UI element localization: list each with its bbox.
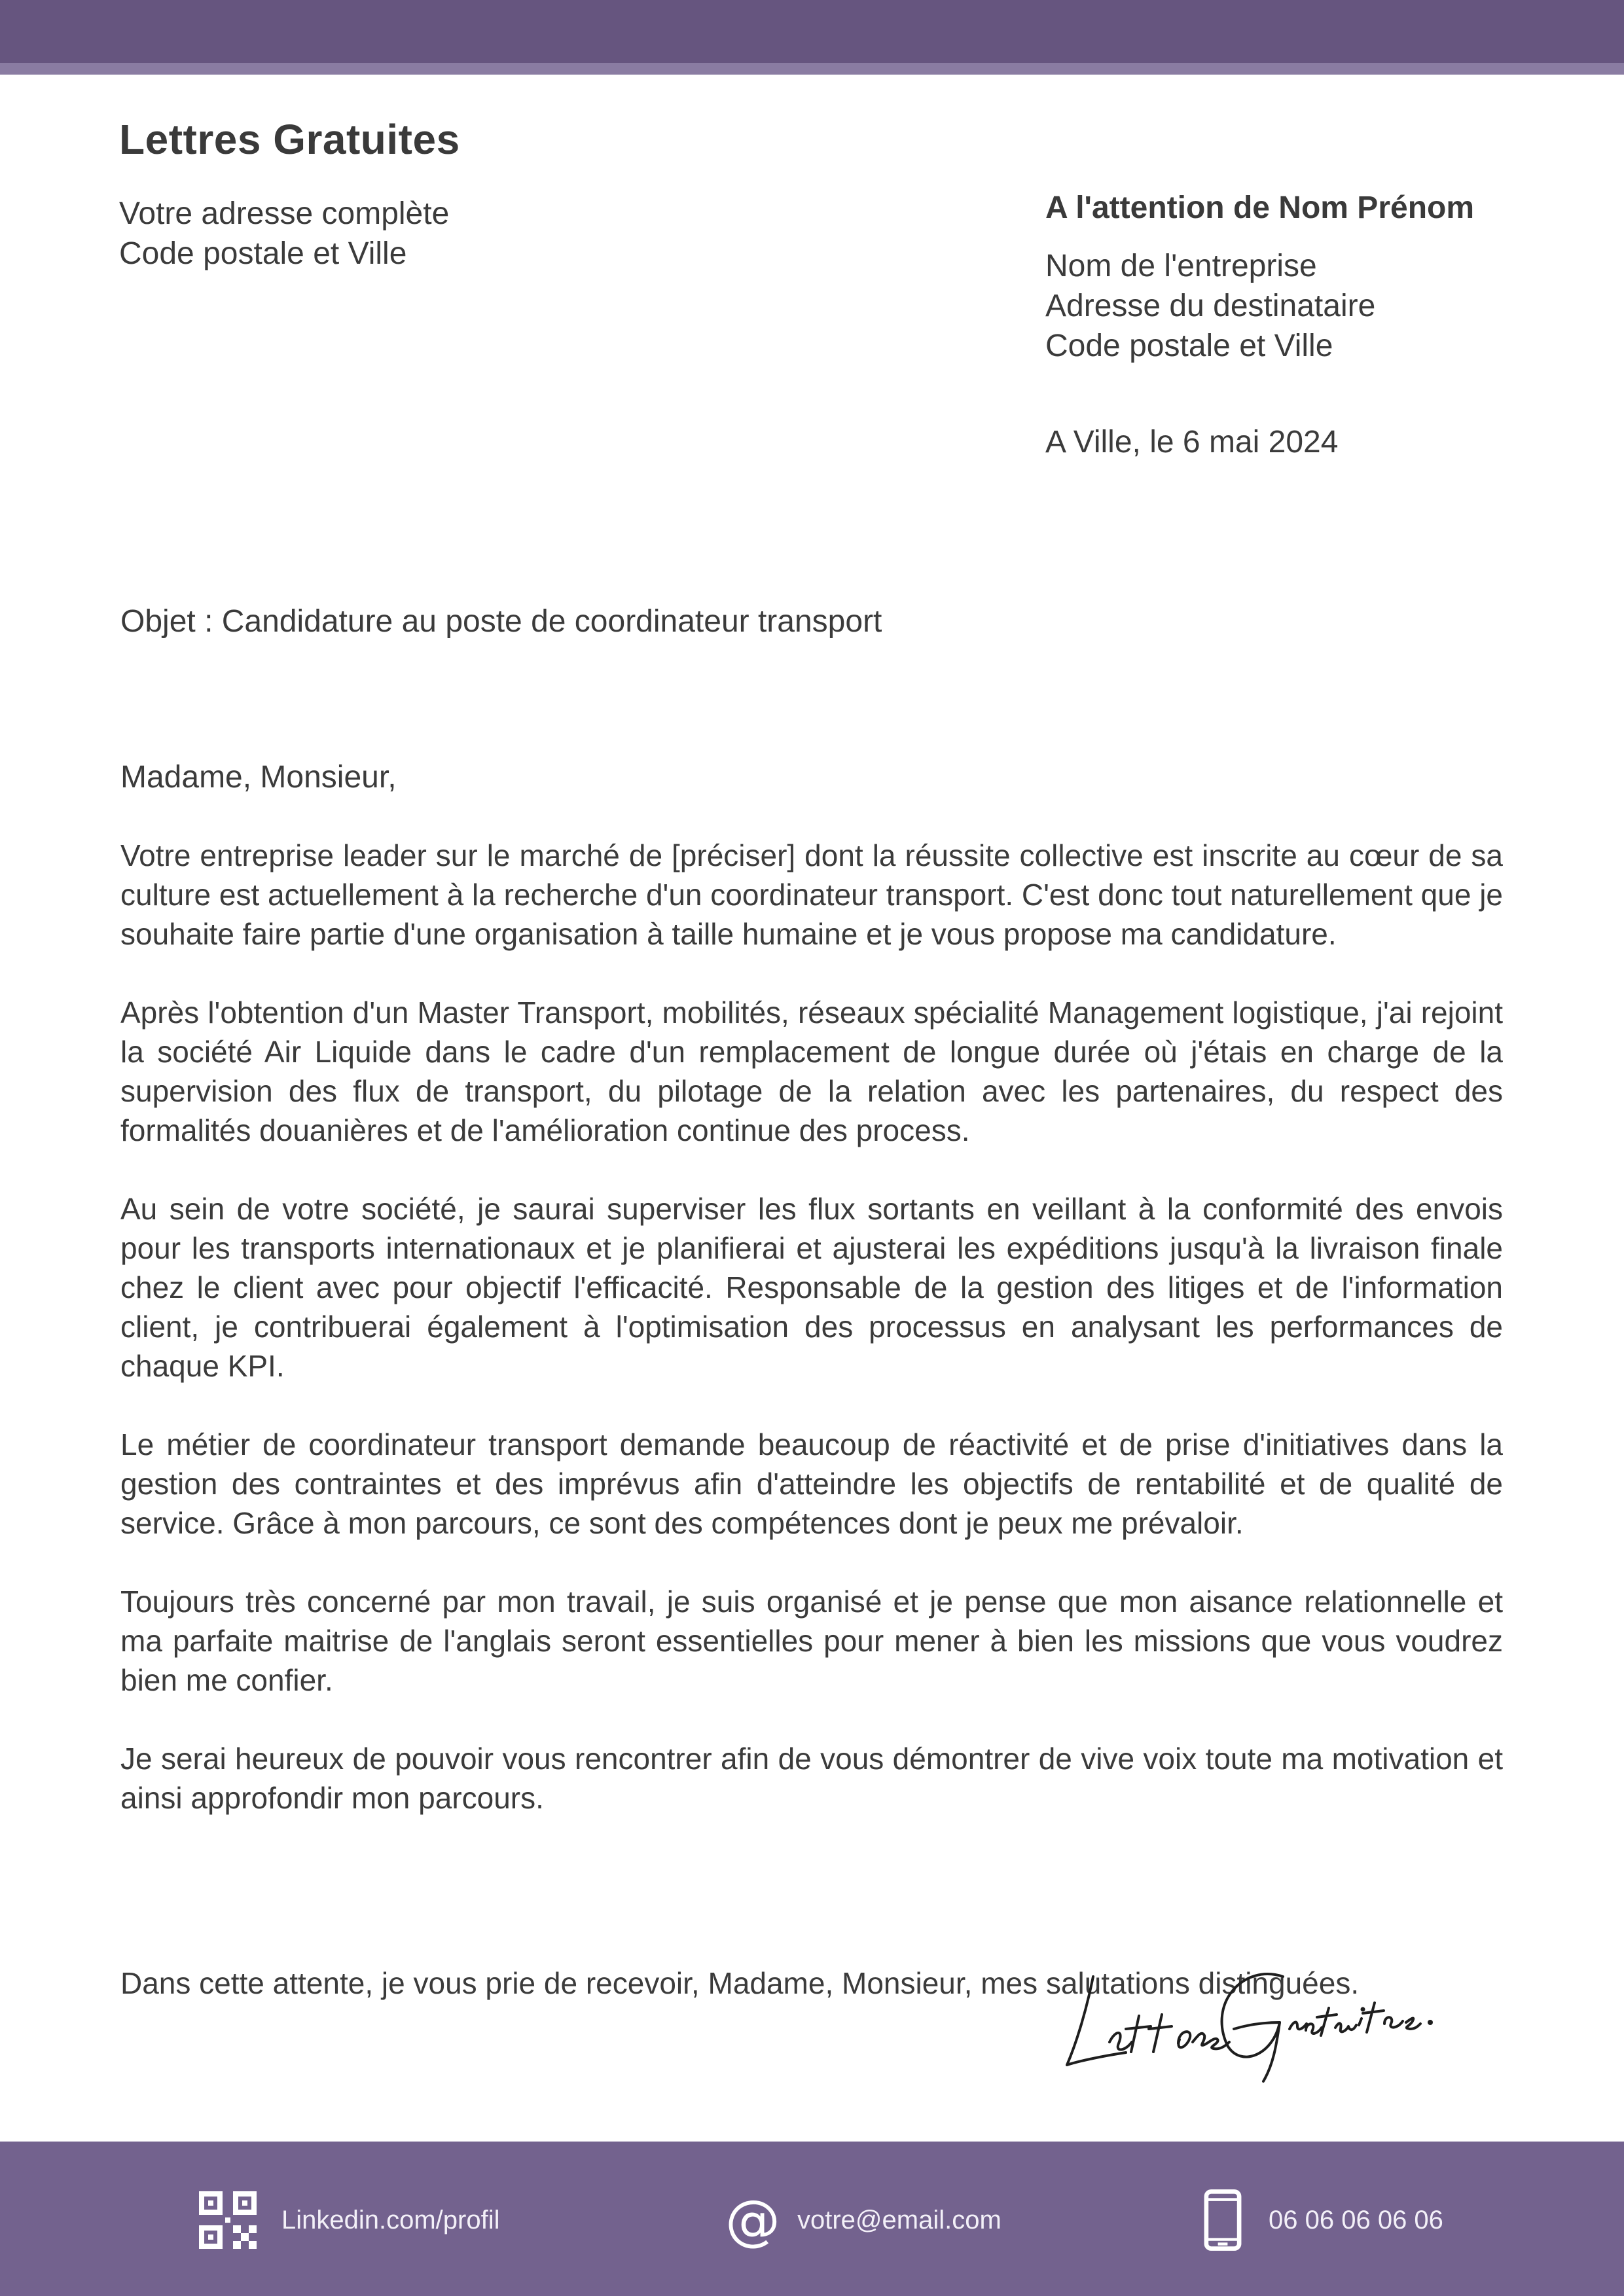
- recipient-street: Adresse du destinataire: [1045, 289, 1376, 323]
- footer-email[interactable]: [725, 2188, 1001, 2252]
- header-bar: [0, 0, 1624, 63]
- footer-linkedin[interactable]: [196, 2193, 500, 2248]
- body-paragraph-2: Après l'obtention d'un Master Transport, mobilités, réseaux spécialité Management logistique, j'ai rejoint la société Air Liquide dans le cadre d'un remplacement de longue durée où j'étais en charge de la supervision des flux de transport, du pilotage de la relation avec les partenaires, du respect des formalités douanières et de l'amélioration continue des process.: [120, 996, 1503, 1147]
- recipient-company: Nom de l'entreprise: [1045, 249, 1317, 283]
- letter-subject: Objet : Candidature au poste de coordinateur transport: [120, 604, 882, 639]
- sender-name: Lettres Gratuites: [119, 116, 460, 163]
- recipient-attention: A l'attention de Nom Prénom: [1045, 190, 1475, 225]
- letter-body: [120, 836, 1503, 1857]
- qr-code-icon: [196, 2189, 259, 2251]
- linkedin-url[interactable]: Linkedin.com/profil: [281, 2205, 500, 2234]
- letter-date: A Ville, le 6 mai 2024: [1045, 425, 1339, 459]
- phone-number[interactable]: 06 06 06 06 06: [1269, 2205, 1443, 2234]
- sender-address-line1: Votre adresse complète: [119, 196, 450, 231]
- body-paragraph-4: Le métier de coordinateur transport demande beaucoup de réactivité et de prise d'initiatives dans la gestion des contraintes et des imprévus afin d'atteindre les objectifs de rentabilité et de qualité de service. Grâce à mon parcours, ce sont des compétences dont je peux me prévaloir.: [120, 1427, 1503, 1540]
- smartphone-icon: [1203, 2189, 1242, 2251]
- header-accent-line: [0, 63, 1624, 75]
- body-paragraph-5: Toujours très concerné par mon travail, je suis organisé et je pense que mon aisance relationnelle et ma parfaite maitrise de l'anglais seront essentielles pour mener à bien les missions que vous voudrez bien me confier.: [120, 1585, 1503, 1697]
- signature-image: [1047, 1931, 1440, 2088]
- closing-line: Dans cette attente, je vous prie de recevoir, Madame, Monsieur, mes salutations distinguées.: [120, 1966, 1360, 2000]
- closing-line-clipped: [120, 1964, 1360, 2000]
- body-paragraph-1: Votre entreprise leader sur le marché de [préciser] dont la réussite collective est inscrite au cœur de sa culture est actuellement à la recherche d'un coordinateur transport. C'est donc tout naturellement que je souhaite faire partie d'une organisation à taille humaine et je vous propose ma candidature.: [120, 838, 1503, 951]
- sender-address-line2: Code postale et Ville: [119, 236, 407, 271]
- body-paragraph-6: Je serai heureux de pouvoir vous rencontrer afin de vous démontrer de vive voix toute ma motivation et ainsi approfondir mon parcours.: [120, 1742, 1503, 1815]
- salutation: Madame, Monsieur,: [120, 760, 397, 795]
- email-address[interactable]: votre@email.com: [797, 2205, 1001, 2234]
- recipient-city: Code postale et Ville: [1045, 329, 1333, 363]
- at-sign-icon: @: [725, 2188, 780, 2252]
- body-paragraph-3: Au sein de votre société, je saurai superviser les flux sortants en veillant à la conformité des envois pour les transports internationaux et je planifierai et ajusterai les expéditions jusqu'à la livraison finale chez le client avec pour objectif l'efficacité. Responsable de la gestion des litiges et de l'information client, je contribuerai également à l'optimisation des processus en analysant les performances de chaque KPI.: [120, 1192, 1503, 1383]
- recipient-address: [1045, 246, 1375, 366]
- footer-bar: [0, 2142, 1624, 2296]
- footer-phone[interactable]: [1203, 2193, 1443, 2248]
- sender-address: [119, 194, 449, 274]
